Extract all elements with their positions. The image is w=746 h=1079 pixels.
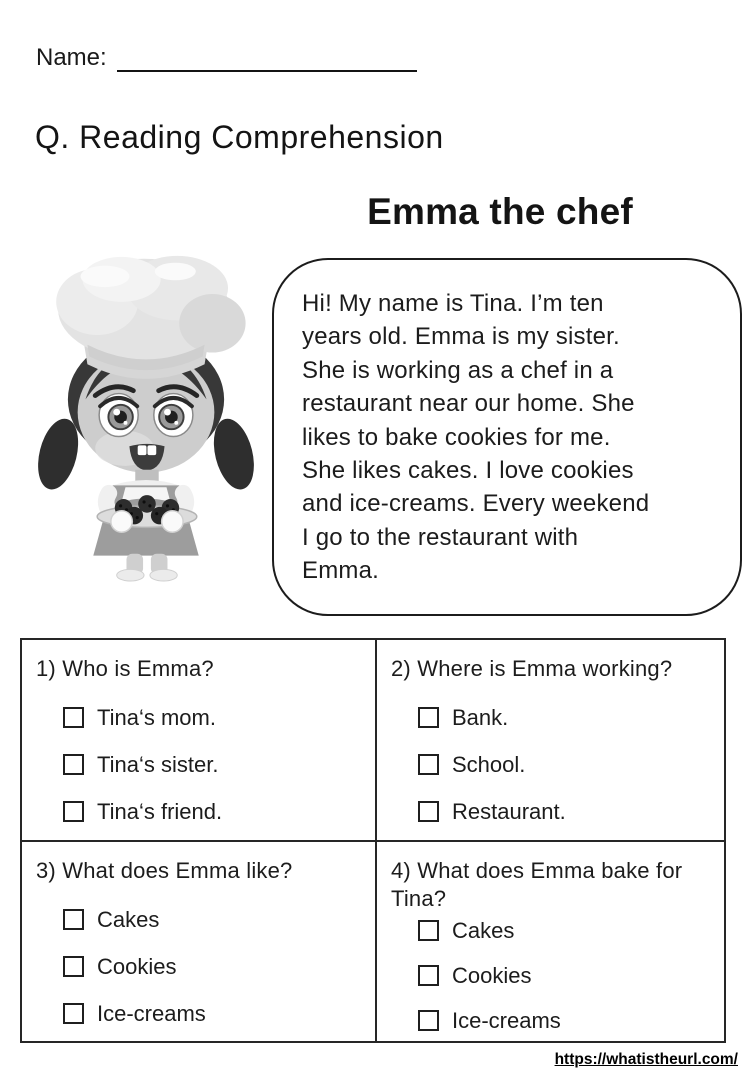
answer-option[interactable]: [418, 799, 712, 825]
checkbox-icon[interactable]: [63, 707, 84, 728]
checkbox-icon[interactable]: [63, 1003, 84, 1024]
question-label: 1) Who is Emma?: [36, 656, 214, 681]
answer-option[interactable]: [63, 907, 363, 933]
answer-option-label: Cookies: [97, 953, 177, 979]
answer-option[interactable]: [418, 918, 712, 944]
answer-option-label: Cakes: [452, 917, 515, 943]
checkbox-icon[interactable]: [418, 965, 439, 986]
section-heading: Q. Reading Comprehension: [35, 119, 444, 155]
name-blank-line[interactable]: [117, 46, 417, 72]
answer-option[interactable]: [63, 799, 363, 825]
question-cell-2: [377, 640, 724, 842]
source-link[interactable]: https://whatistheurl.com/: [554, 1051, 738, 1068]
chef-girl-illustration: [28, 251, 264, 583]
checkbox-icon[interactable]: [63, 956, 84, 977]
checkbox-icon[interactable]: [418, 754, 439, 775]
question-cell-4: [377, 842, 724, 1041]
question-cell-1: [22, 640, 377, 842]
checkbox-icon[interactable]: [63, 801, 84, 822]
name-row: [36, 44, 417, 72]
passage-bubble: [272, 258, 742, 616]
answer-option-label: Tina‘s mom.: [97, 704, 216, 730]
checkbox-icon[interactable]: [418, 707, 439, 728]
checkbox-icon[interactable]: [418, 1010, 439, 1031]
question-label: 2) Where is Emma working?: [391, 656, 673, 681]
answer-option[interactable]: [418, 752, 712, 778]
answer-option-label: Tina‘s sister.: [97, 751, 219, 777]
checkbox-icon[interactable]: [63, 754, 84, 775]
story-title: Emma the chef: [367, 191, 633, 232]
checkbox-icon[interactable]: [418, 801, 439, 822]
checkbox-icon[interactable]: [63, 909, 84, 930]
question-label: 4) What does Emma bake for Tina?: [391, 858, 683, 911]
answer-option[interactable]: [63, 1001, 363, 1027]
question-cell-3: [22, 842, 377, 1041]
passage-text: Hi! My name is Tina. I’m ten years old. Emma is my sister. She is working as a chef in a restaurant near our home. She likes to bake cookies for me. She likes cakes. I love cookies and ice-creams. Every weekend I go to the restaurant with Emma.: [302, 290, 650, 585]
answer-option-label: Bank.: [452, 704, 509, 730]
checkbox-icon[interactable]: [418, 920, 439, 941]
answer-option-label: Tina‘s friend.: [97, 798, 223, 824]
answer-option[interactable]: [63, 752, 363, 778]
answer-option-label: Ice-creams: [97, 1000, 206, 1026]
questions-table: [20, 638, 726, 1043]
answer-option-label: Cookies: [452, 962, 532, 988]
answer-option[interactable]: [418, 963, 712, 989]
answer-option[interactable]: [418, 705, 712, 731]
answer-option[interactable]: [63, 954, 363, 980]
answer-option-label: Restaurant.: [452, 798, 566, 824]
answer-option[interactable]: [63, 705, 363, 731]
question-label: 3) What does Emma like?: [36, 858, 293, 883]
answer-option-label: School.: [452, 751, 526, 777]
answer-option-label: Cakes: [97, 906, 160, 932]
answer-option-label: Ice-creams: [452, 1007, 561, 1033]
name-label: Name:: [36, 44, 107, 71]
answer-option[interactable]: [418, 1008, 712, 1034]
